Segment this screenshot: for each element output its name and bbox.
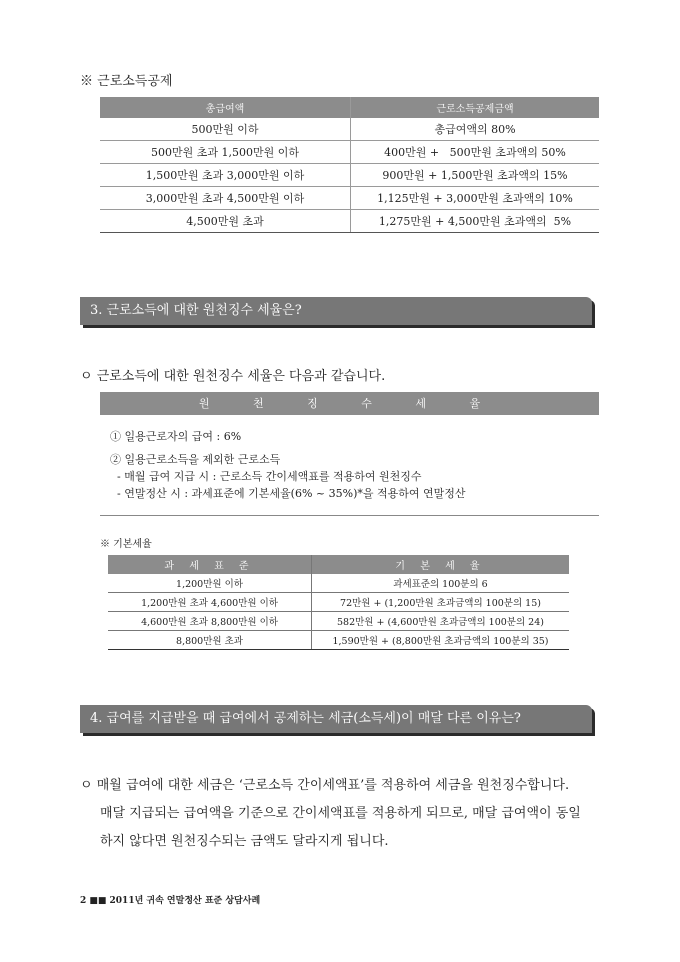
table-row <box>108 574 569 593</box>
table-cell: 총급여액의 80% <box>351 118 600 141</box>
table-cell: 1,125만원 + 3,000만원 초과액의 10% <box>351 187 600 210</box>
table-cell: 1,275만원 + 4,500만원 초과액의 5% <box>351 210 600 233</box>
withholding-items <box>110 428 465 502</box>
table-row <box>108 631 569 650</box>
table-cell: 72만원 + (1,200만원 초과금액의 100분의 15) <box>312 593 570 612</box>
section-4-paragraph <box>80 772 610 856</box>
list-item: - 매월 급여 지급 시 : 근로소득 간이세액표를 적용하여 원천징수 <box>110 470 422 483</box>
list-item: ① 일용근로자의 급여 : 6% <box>110 430 242 443</box>
page-footer: 2 ■■ 2011년 귀속 연말정산 표준 상담사례 <box>80 896 261 906</box>
withholding-rate-bar: 원 천 징 수 세 율 <box>100 392 599 415</box>
deduction-title: ※ 근로소득공제 <box>80 74 173 89</box>
table-row <box>108 593 569 612</box>
table-header-row <box>108 555 569 574</box>
table-cell: 1,200만원 초과 4,600만원 이하 <box>108 593 312 612</box>
list-item: ② 일용근로소득을 제외한 근로소득 <box>110 453 281 466</box>
table-row <box>108 612 569 631</box>
deduction-table <box>100 97 599 233</box>
table-row <box>100 187 599 210</box>
basic-rate-note: ※ 기본세율 <box>100 539 152 550</box>
column-header: 근로소득공제금액 <box>351 97 600 118</box>
table-cell: 8,800만원 초과 <box>108 631 312 650</box>
table-cell: 과세표준의 100분의 6 <box>312 574 570 593</box>
column-header: 총급여액 <box>100 97 351 118</box>
table-row <box>100 164 599 187</box>
table-cell: 400만원 + 500만원 초과액의 50% <box>351 141 600 164</box>
table-cell: 500만원 초과 1,500만원 이하 <box>100 141 351 164</box>
list-item: - 연말정산 시 : 과세표준에 기본세율(6% ~ 35%)*을 적용하여 연말정산 <box>110 487 466 500</box>
paragraph-line: ㅇ 매월 급여에 대한 세금은 ‘근로소득 간이세액표’를 적용하여 세금을 원천징수합니다. <box>80 778 570 793</box>
section-3-heading: 3. 근로소득에 대한 원천징수 세율은? <box>80 297 592 325</box>
table-cell: 4,500만원 초과 <box>100 210 351 233</box>
column-header: 과 세 표 준 <box>108 555 312 574</box>
table-cell: 1,500만원 초과 3,000만원 이하 <box>100 164 351 187</box>
paragraph-line: 매달 지급되는 급여액을 기준으로 간이세액표를 적용하게 되므로, 매달 급여액이 동일 <box>100 806 581 821</box>
divider <box>100 515 599 516</box>
table-cell: 4,600만원 초과 8,800만원 이하 <box>108 612 312 631</box>
table-row <box>100 210 599 233</box>
table-header-row <box>100 97 599 118</box>
table-cell: 1,590만원 + (8,800만원 초과금액의 100분의 35) <box>312 631 570 650</box>
table-cell: 582만원 + (4,600만원 초과금액의 100분의 24) <box>312 612 570 631</box>
table-row <box>100 141 599 164</box>
table-cell: 3,000만원 초과 4,500만원 이하 <box>100 187 351 210</box>
column-header: 기 본 세 율 <box>312 555 570 574</box>
section-4-heading: 4. 급여를 지급받을 때 급여에서 공제하는 세금(소득세)이 매달 다른 이유는? <box>80 705 592 733</box>
basic-rate-table <box>108 555 569 650</box>
table-cell: 900만원 + 1,500만원 초과액의 15% <box>351 164 600 187</box>
table-row <box>100 118 599 141</box>
table-cell: 1,200만원 이하 <box>108 574 312 593</box>
paragraph-line: 하지 않다면 원천징수되는 금액도 달라지게 됩니다. <box>100 834 389 849</box>
section-3-intro: ㅇ 근로소득에 대한 원천징수 세율은 다음과 같습니다. <box>80 369 386 384</box>
table-cell: 500만원 이하 <box>100 118 351 141</box>
